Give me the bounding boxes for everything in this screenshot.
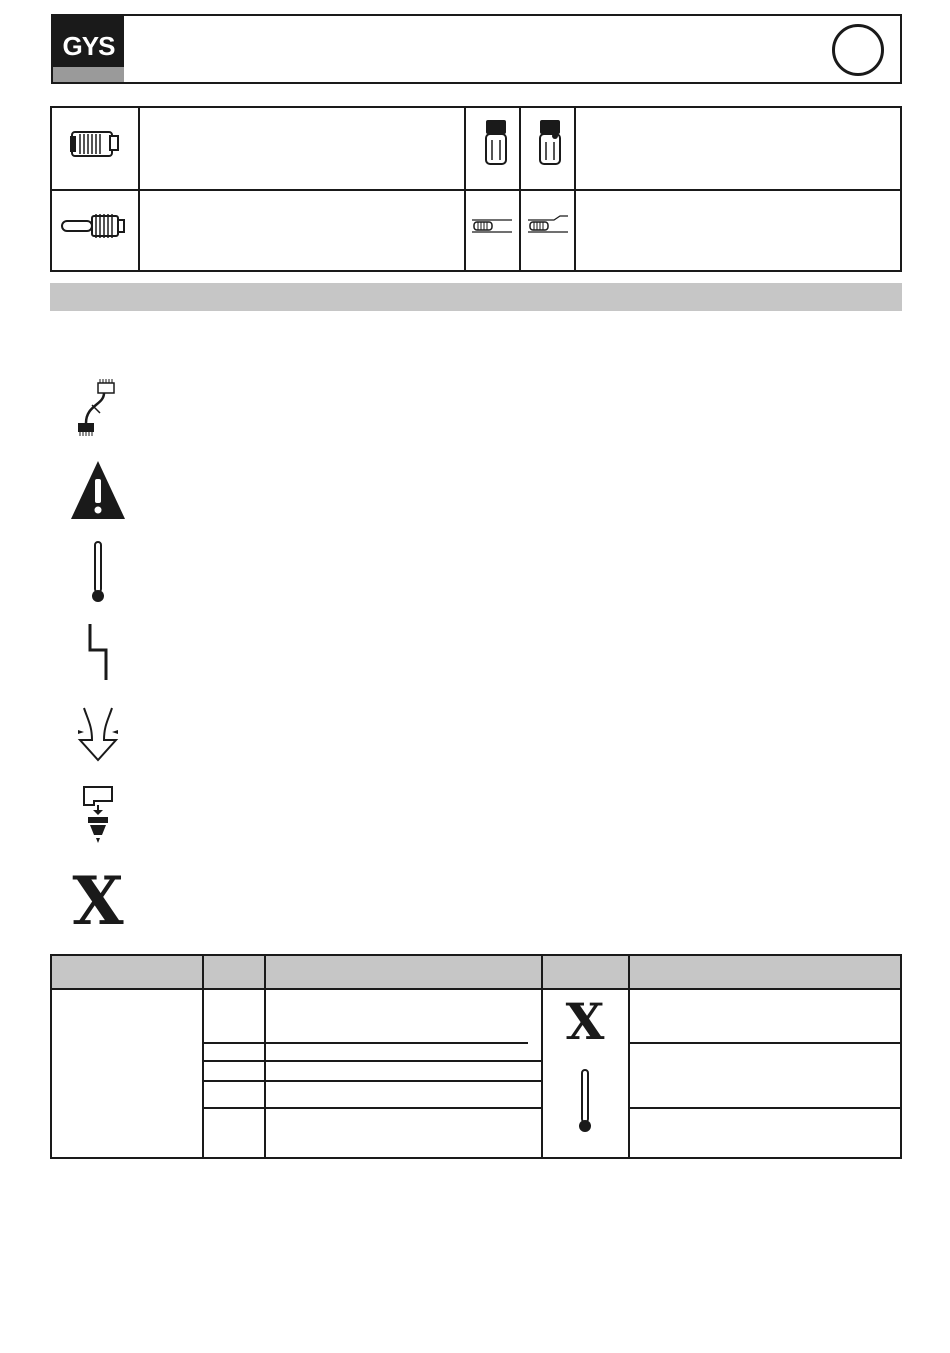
page-header xyxy=(51,14,902,84)
grey-clamp-connector-icon xyxy=(62,118,128,180)
column-divider xyxy=(202,956,204,1157)
cable-connection-icon xyxy=(60,375,140,441)
warning-triangle-icon xyxy=(60,457,140,523)
logo-stripe xyxy=(53,67,124,82)
row-divider xyxy=(630,1042,902,1044)
section-title-band xyxy=(50,283,902,311)
converging-arrow-icon xyxy=(60,702,140,768)
cable-plug-icon xyxy=(476,114,516,180)
gys-logo xyxy=(53,16,124,82)
row-divider xyxy=(52,189,900,191)
thermometer-icon xyxy=(543,1066,628,1136)
row-divider xyxy=(204,1107,541,1109)
svg-text:X: X xyxy=(565,992,605,1042)
header-divider xyxy=(52,988,900,990)
column-divider xyxy=(264,956,266,1157)
ring-terminal-small-icon xyxy=(468,212,516,242)
accessories-table xyxy=(50,106,902,272)
letter-x-icon xyxy=(60,862,140,928)
language-circle-icon xyxy=(832,24,884,76)
fault-table xyxy=(50,954,902,1159)
plug-pin-connector-icon xyxy=(58,204,132,254)
row-divider xyxy=(204,1080,541,1082)
svg-text:X: X xyxy=(72,862,124,928)
thermometer-icon xyxy=(60,538,140,604)
column-divider xyxy=(628,956,630,1157)
clamp-plug-icon xyxy=(60,783,140,849)
row-divider xyxy=(204,1042,528,1044)
row-divider xyxy=(630,1107,902,1109)
logo-text: GYS xyxy=(62,31,115,61)
voltage-step-icon xyxy=(60,620,140,686)
row-divider xyxy=(204,1060,541,1062)
ring-terminal-open-icon xyxy=(524,212,572,242)
table-header xyxy=(52,956,900,990)
cable-plug-red-dot-icon xyxy=(530,114,570,180)
letter-x-icon xyxy=(543,992,628,1042)
